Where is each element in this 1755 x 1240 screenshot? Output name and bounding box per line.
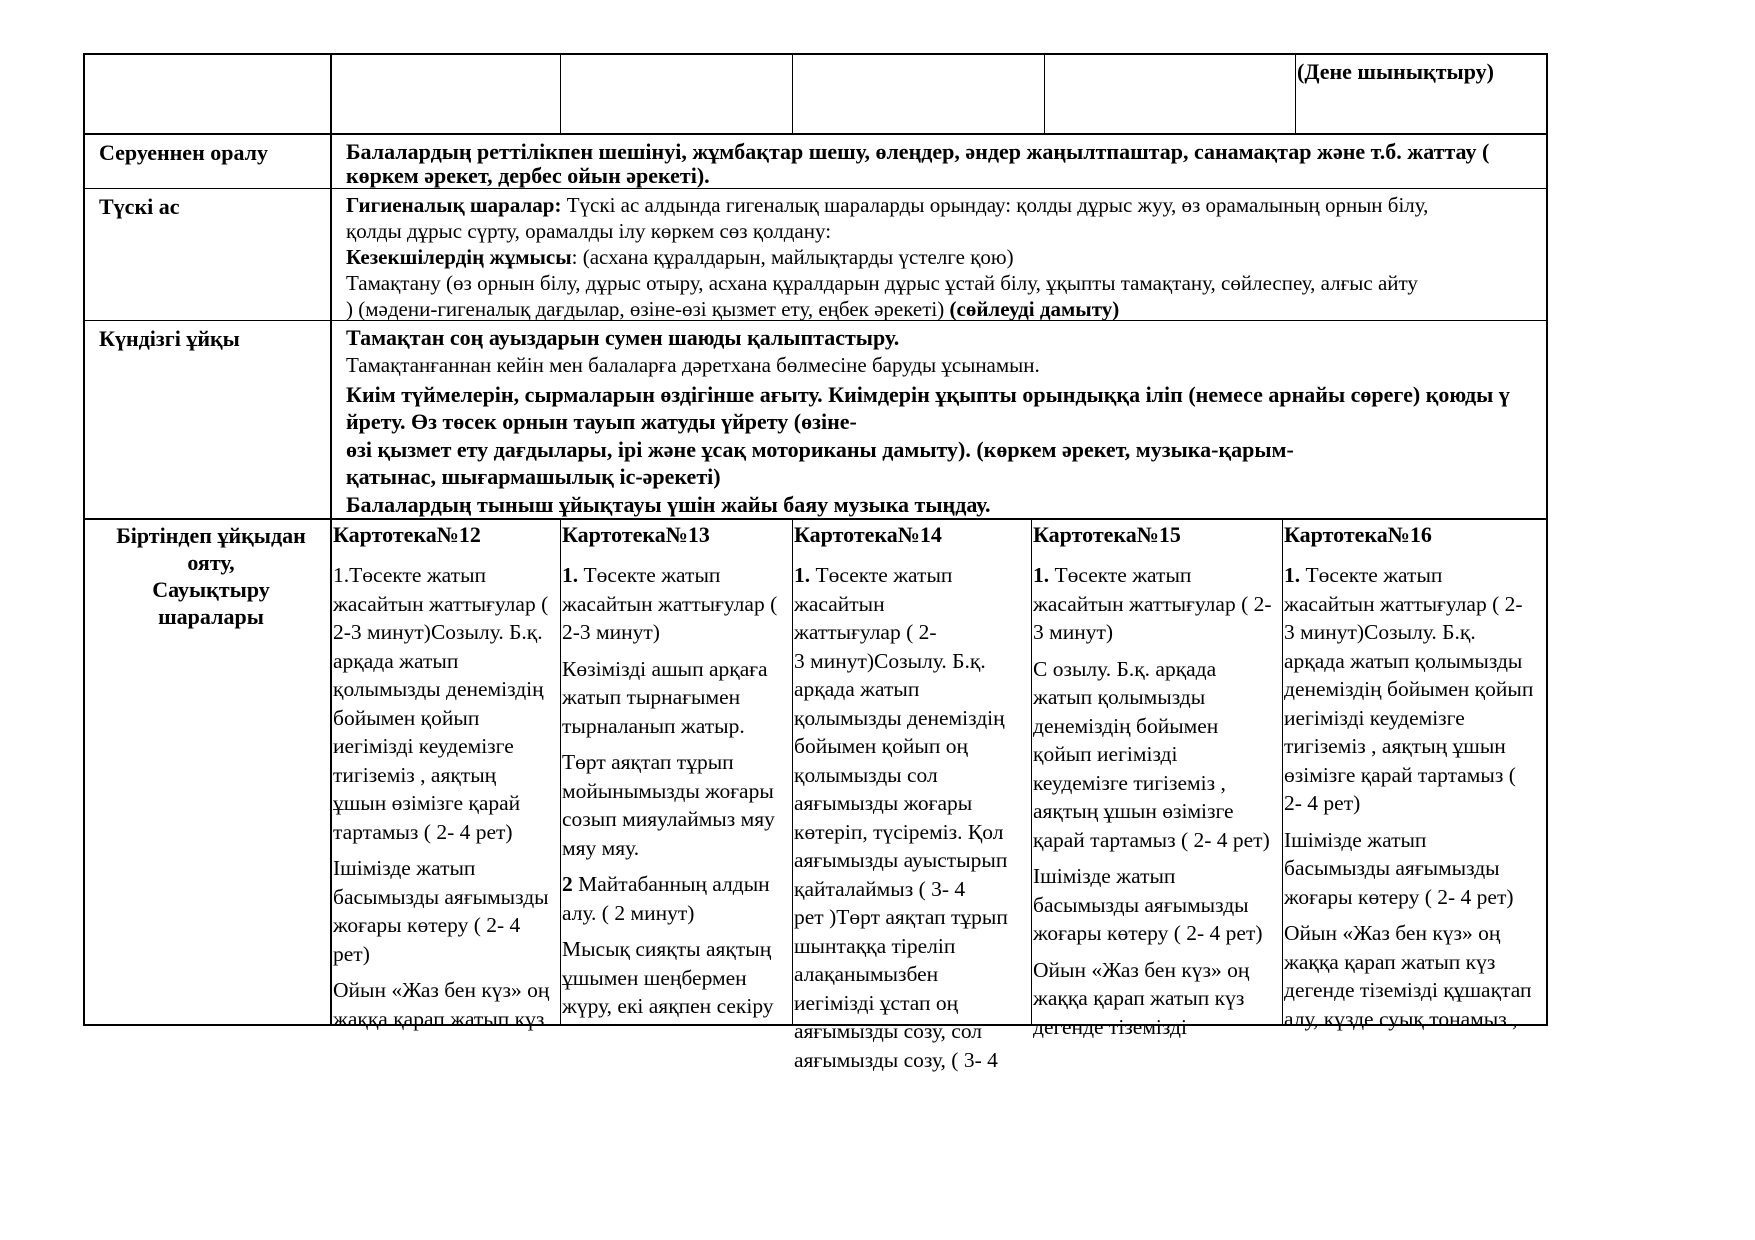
card-text-line: Ішімізде жатып <box>333 856 476 880</box>
step-text: Майтабанның алдын <box>572 872 770 896</box>
nap-line-1: Тамақтан соң ауыздарын сумен шаюды қалыптастыру. <box>346 325 900 350</box>
paragraph-gap <box>562 862 790 870</box>
card-text-line: бойымен қойып оң <box>794 734 968 758</box>
paragraph-gap <box>1284 818 1544 826</box>
table-border-top <box>83 53 1548 55</box>
paragraph-gap <box>1033 854 1280 862</box>
paragraph-gap <box>562 927 790 935</box>
nap-line-7: Балалардың тыныш ұйықтауы үшін жайы баяу музыка тыңдау. <box>346 492 991 517</box>
card-text-line: жаққа қарап жатып күз <box>1284 949 1496 974</box>
card-text-line: иегімізді кеудемізге <box>333 734 514 758</box>
card-text-line: қолымызды сол <box>794 762 938 787</box>
step-number: 1. <box>794 563 811 587</box>
card-text-line: арқада жатып <box>794 677 920 701</box>
step-number: 1. <box>1033 563 1050 587</box>
card-text-line: алу. ( 2 минут) <box>562 900 695 925</box>
table-border-left <box>83 53 85 1026</box>
card-text-line: жаттығулар ( 2- <box>794 620 937 644</box>
card-text-line: рет) <box>333 941 370 966</box>
card-text-line: дегенде тіземізді <box>1033 1014 1187 1039</box>
lunch-line-5-text: ) (мәдени-гигеналық дағдылар, өзіне-өзі қызмет ету, еңбек әрекеті) <box>346 297 950 321</box>
card-text-line: Көзімізді ашып арқаға <box>562 656 768 681</box>
card-text-line: басымызды аяғымызды <box>1284 856 1500 880</box>
nap-line-4: йрету. Өз төсек орнын тауып жатуды үйрету (өзіне- <box>346 409 857 434</box>
card-text-line: 2-3 минут) <box>562 620 660 644</box>
card-text-line: бойымен қойып <box>333 705 480 730</box>
card-text-line: 1.Төсекте жатып <box>333 563 487 587</box>
wake-label-line: ояту, <box>187 550 235 575</box>
card-text-line: Мысық сияқты аяқтың <box>562 937 772 961</box>
card-text-line: тырналанып жатыр. <box>562 713 745 738</box>
step-number: 2 <box>562 872 573 896</box>
lunch-line-5 <box>346 295 1119 323</box>
card-text-line: Төрт аяқтап тұрып <box>562 750 734 774</box>
card-column-16 <box>1284 521 1544 1033</box>
card-text-line: арқада жатып <box>333 648 459 673</box>
card-text-line: созып мияулаймыз мяу <box>562 807 775 831</box>
step-text: Төсекте жатып <box>578 563 721 587</box>
card-text-line: көтеріп, түсіреміз. Қол <box>794 819 1004 844</box>
card-text-line: қарай тартамыз ( 2- 4 рет) <box>1033 827 1270 852</box>
paragraph-gap <box>1033 948 1280 956</box>
card-text-line: шынтаққа тіреліп <box>794 933 956 958</box>
card-header: Картотека№13 <box>562 522 710 547</box>
card-text-line: тигіземіз , аяқтың ұшын <box>1284 734 1506 758</box>
card-text-line: денеміздің бойымен <box>1033 713 1219 738</box>
card-text-line: жасайтын жаттығулар ( <box>333 591 549 616</box>
hygiene-text: Түскі ас алдында гигеналық шараларды орындау: қолды дұрыс жуу, өз орамалының орнын білу, <box>561 193 1429 217</box>
card-text-line: алақанымызбен <box>794 962 939 986</box>
paragraph-gap <box>333 846 559 854</box>
step-text: Төсекте жатып <box>1049 563 1192 587</box>
paragraph-gap <box>1033 647 1280 655</box>
paragraph-gap <box>562 647 790 655</box>
paragraph-gap <box>562 740 790 748</box>
card-text-line: арқада жатып қолымызды <box>1284 648 1523 673</box>
lunch-line-4: Тамақтану (өз орнын білу, дұрыс отыру, асхана құралдарын дұрыс ұстай білу, ұқыпты тамақтану, сөйлеспеу, алғыс айту <box>346 271 1418 295</box>
nap-line-3: Киім түймелерін, сырмаларын өздігінше ағыту. Киімдерін ұқыпты орындыққа іліп (немесе арнайы сөреге) қоюды ү <box>346 382 1510 407</box>
step-text: Төсекте жатып <box>1300 563 1443 587</box>
card-text-line: басымызды аяғымызды <box>1033 892 1249 917</box>
card-text-line: Ойын «Жаз бен күз» оң <box>333 978 550 1002</box>
wake-label-line: Сауықтыру <box>152 577 270 602</box>
card-text-line: 3 минут) <box>1033 620 1114 644</box>
card-text-line: қайталаймыз ( 3- 4 <box>794 876 966 901</box>
return-walk-line-2: көркем әрекет, дербес ойын әрекеті). <box>346 163 710 188</box>
card-text-line: аяғымызды созу, сол <box>794 1019 983 1043</box>
card-text-line: басымызды аяғымызды <box>333 884 549 909</box>
wake-label <box>100 522 322 630</box>
paragraph-gap <box>333 968 559 976</box>
card-text-line: аяғымызды жоғары <box>794 791 973 815</box>
card-text-line: қолымызды денеміздің <box>333 677 544 701</box>
card-text-line: аяқтың ұшын өзімізге <box>1033 799 1234 823</box>
card-text-line: рет )Төрт аяқтап тұрып <box>794 905 1008 929</box>
label-column-divider <box>330 53 332 1026</box>
card-text-line: тигіземіз , аяқтың <box>333 762 497 787</box>
top-col-divider <box>1295 53 1296 134</box>
card-text-line: жаққа қарап жатып күз <box>333 1006 545 1031</box>
card-text-line: қойып иегімізді <box>1033 742 1178 766</box>
nap-line-6: қатынас, шығармашылық іс-әрекеті) <box>346 464 721 489</box>
hygiene-heading: Гигиеналық шаралар: <box>346 193 562 217</box>
card-text-line <box>562 561 790 590</box>
card-text-line: иегімізді кеудемізге <box>1284 705 1465 730</box>
card-text-line: жоғары көтеру ( 2- 4 рет) <box>1284 884 1514 909</box>
card-header: Картотека№14 <box>794 522 942 547</box>
card-column-12 <box>333 521 559 1033</box>
card-text-line: ұшымен шеңбермен <box>562 965 747 990</box>
row-divider-2 <box>83 188 1548 189</box>
card-text-line: жасайтын жаттығулар ( 2- <box>1284 591 1523 616</box>
card-text-line: денеміздің бойымен қойып <box>1284 677 1534 701</box>
pe-cell-text: (Дене шынықтыру) <box>1297 59 1494 84</box>
nap-line-2: Тамақтанғаннан кейін мен балаларға дәретхана бөлмесіне баруды ұсынамын. <box>346 353 1040 377</box>
card-text-line: жүру, екі аяқпен секіру <box>562 994 774 1018</box>
wake-label-line: Біртіндеп ұйқыдан <box>116 523 306 548</box>
card-text-line: С озылу. Б.қ. арқада <box>1033 656 1217 681</box>
card-text-line: жасайтын <box>794 591 885 616</box>
lunch-line-1 <box>346 191 1428 219</box>
card-text-line: аяғымызды ауыстырып <box>794 848 1008 872</box>
card-text-line: өзімізге қарай тартамыз ( <box>1284 762 1516 787</box>
top-col-divider <box>560 53 561 134</box>
card-text-line <box>794 561 1029 590</box>
card-text-line: Ішімізде жатып <box>1033 864 1176 888</box>
lunch-line-5-bold: (сөйлеуді дамыту) <box>949 297 1120 321</box>
card-text-line: 2- 4 рет) <box>1284 791 1361 815</box>
card-text-line: 3 минут)Созылу. Б.қ. <box>1284 620 1476 644</box>
card-text-line: ұшын өзімізге қарай <box>333 791 521 815</box>
card-text-line: жатып тырнағымен <box>562 685 741 709</box>
wake-col-divider <box>792 519 793 1025</box>
card-text-line: алу, күзде суық тонамыз , <box>1284 1006 1518 1031</box>
lunch-label: Түскі ас <box>99 194 180 219</box>
step-number: 1. <box>1284 563 1301 587</box>
card-text-line: жоғары көтеру ( 2- 4 <box>333 913 521 937</box>
card-column-14 <box>794 521 1029 1074</box>
card-text-line: дегенде тіземізді құшақтап <box>1284 978 1532 1002</box>
lunch-line-3 <box>346 243 1014 271</box>
card-text-line: жоғары көтеру ( 2- 4 рет) <box>1033 921 1263 945</box>
card-text-line: жатып қолымызды <box>1033 685 1206 709</box>
wake-col-divider <box>1282 519 1283 1025</box>
card-column-15 <box>1033 521 1280 1041</box>
row-divider-1 <box>83 133 1548 135</box>
card-text-line <box>562 870 790 899</box>
step-text: Төсекте жатып <box>810 563 953 587</box>
card-text-line: мойынымызды жоғары <box>562 778 774 803</box>
card-text-line: кеудемізге тигіземіз , <box>1033 770 1226 795</box>
card-text-line: Ойын «Жаз бен күз» оң <box>1033 957 1250 982</box>
wake-label-line: шаралары <box>158 604 264 629</box>
card-text-line: жасайтын жаттығулар ( <box>562 591 778 616</box>
card-header: Картотека№12 <box>333 522 481 547</box>
card-text-line: 2-3 минут)Созылу. Б.қ. <box>333 620 543 644</box>
card-text-line: аяғымызды созу, ( 3- 4 <box>794 1047 998 1072</box>
wake-col-divider <box>560 519 561 1025</box>
return-walk-label: Серуеннен оралу <box>99 140 269 165</box>
card-text-line: 3 минут)Созылу. Б.қ. <box>794 648 986 673</box>
card-header: Картотека№16 <box>1284 522 1432 547</box>
wake-col-divider <box>1031 519 1032 1025</box>
step-number: 1. <box>562 563 579 587</box>
card-text-line: тартамыз ( 2- 4 рет) <box>333 819 513 844</box>
nap-label: Күндізгі ұйқы <box>99 326 240 351</box>
card-header: Картотека№15 <box>1033 522 1181 547</box>
paragraph-gap <box>1284 911 1544 919</box>
card-text-line: жасайтын жаттығулар ( 2- <box>1033 591 1272 616</box>
duty-heading: Кезекшілердің жұмысы <box>346 245 572 269</box>
card-text-line: қолымызды денеміздің <box>794 705 1005 730</box>
card-text-line: иегімізді ұстап оң <box>794 990 959 1015</box>
duty-text: : (асхана құралдарын, майлықтарды үстелге қою) <box>571 245 1014 269</box>
table-border-right <box>1546 53 1548 1026</box>
card-text-line: Ішімізде жатып <box>1284 827 1427 852</box>
card-column-13 <box>562 521 790 1021</box>
top-col-divider <box>1044 53 1045 134</box>
card-text-line <box>1033 561 1280 590</box>
return-walk-line-1: Балалардың реттілікпен шешінуі, жұмбақтар шешу, өлеңдер, әндер жаңылтпаштар, санамақтар және т.б. жаттау ( <box>346 139 1490 164</box>
lunch-line-2: қолды дұрыс сүрту, орамалды ілу көркем сөз қолдану: <box>346 219 832 243</box>
card-text-line: мяу мяу. <box>562 835 640 860</box>
top-col-divider <box>792 53 793 134</box>
card-text-line: Ойын «Жаз бен күз» оң <box>1284 921 1501 945</box>
card-text-line: жаққа қарап жатып күз <box>1033 986 1245 1010</box>
nap-line-5: өзі қызмет ету дағдылары, ірі және ұсақ моториканы дамыту). (көркем әрекет, музыка-қарым- <box>346 437 1294 462</box>
card-text-line <box>1284 561 1544 590</box>
